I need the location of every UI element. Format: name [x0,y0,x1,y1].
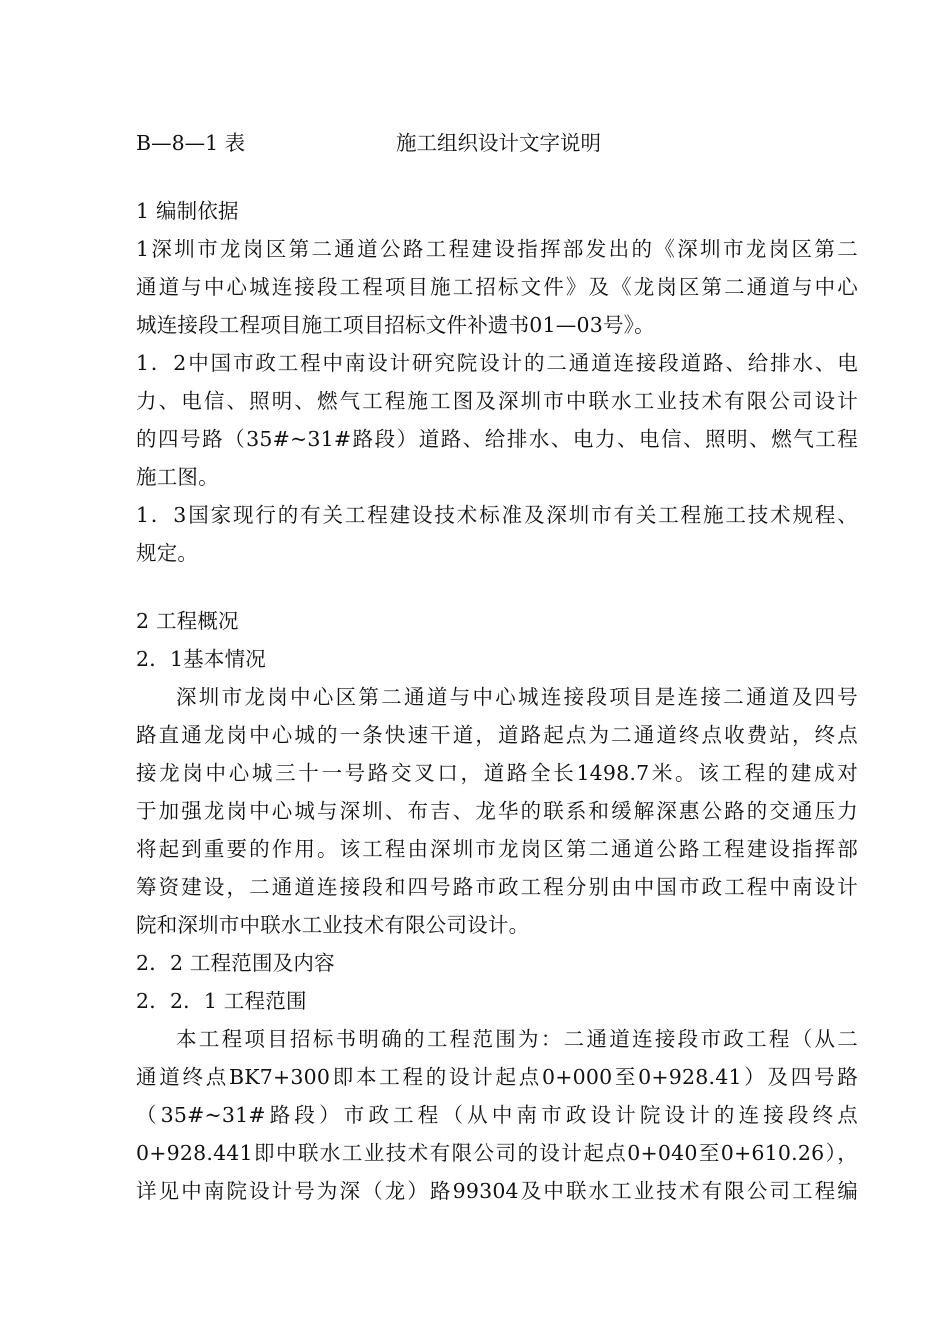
paragraph-line: 城连接段工程项目施工项目招标文件补遗书01—03号》。 [136,313,655,337]
paragraph-line: 深圳市龙岗中心区第二通道与中心城连接段项目是连接二通道及四号 [176,685,858,709]
paragraph-line: 本工程项目招标书明确的工程范围为：二通道连接段市政工程（从二 [176,1027,858,1051]
document-title: 施工组织设计文字说明 [396,131,601,155]
paragraph-line: 将起到重要的作用。该工程由深圳市龙岗区第二通道公路工程建设指挥部 [136,837,858,861]
paragraph-line: 力、电信、照明、燃气工程施工图及深圳市中联水工业技术有限公司设计 [136,389,858,413]
paragraph-line: 1．2中国市政工程中南设计研究院设计的二通道连接段道路、给排水、电 [136,351,858,375]
paragraph-line: 详见中南院设计号为深（龙）路99304及中联水工业技术有限公司工程编 [136,1179,858,1203]
paragraph-line: 路直通龙岗中心城的一条快速干道，道路起点为二通道终点收费站，终点 [136,723,858,747]
paragraph-line: 1深圳市龙岗区第二通道公路工程建设指挥部发出的《深圳市龙岗区第二 [136,237,858,261]
paragraph-line: 通道终点BK7+300即本工程的设计起点0+000至0+928.41）及四号路 [136,1065,858,1089]
section-heading-1: 1 编制依据 [136,199,239,223]
paragraph-line: 的四号路（35#~31#路段）道路、给排水、电力、电信、照明、燃气工程 [136,427,858,451]
paragraph-line: 接龙岗中心城三十一号路交叉口，道路全长1498.7米。该工程的建成对 [136,761,858,785]
paragraph-line: （35#~31#路段）市政工程（从中南市政设计院设计的连接段终点 [136,1103,858,1127]
paragraph-line: 通道与中心城连接段工程项目施工招标文件》及《龙岗区第二通道与中心 [136,275,858,299]
paragraph-line: 规定。 [136,541,199,565]
paragraph-line: 于加强龙岗中心城与深圳、布吉、龙华的联系和缓解深惠公路的交通压力 [136,799,858,823]
paragraph-line: 1．3国家现行的有关工程建设技术标准及深圳市有关工程施工技术规程、 [136,503,858,527]
paragraph-line: 院和深圳市中联水工业技术有限公司设计。 [136,913,530,937]
paragraph-line: 施工图。 [136,465,219,489]
form-code: B—8—1 表 [136,131,246,155]
paragraph-line: 筹资建设，二通道连接段和四号路市政工程分别由中国市政工程中南设计 [136,875,858,899]
section-heading-2: 2 工程概况 [136,609,239,633]
subsection-heading: 2．1基本情况 [136,647,266,671]
paragraph-line: 0+928.441即中联水工业技术有限公司的设计起点0+040至0+610.26）， [136,1141,858,1165]
subsection-heading: 2．2．1 工程范围 [136,989,307,1013]
subsection-heading: 2．2 工程范围及内容 [136,951,335,975]
